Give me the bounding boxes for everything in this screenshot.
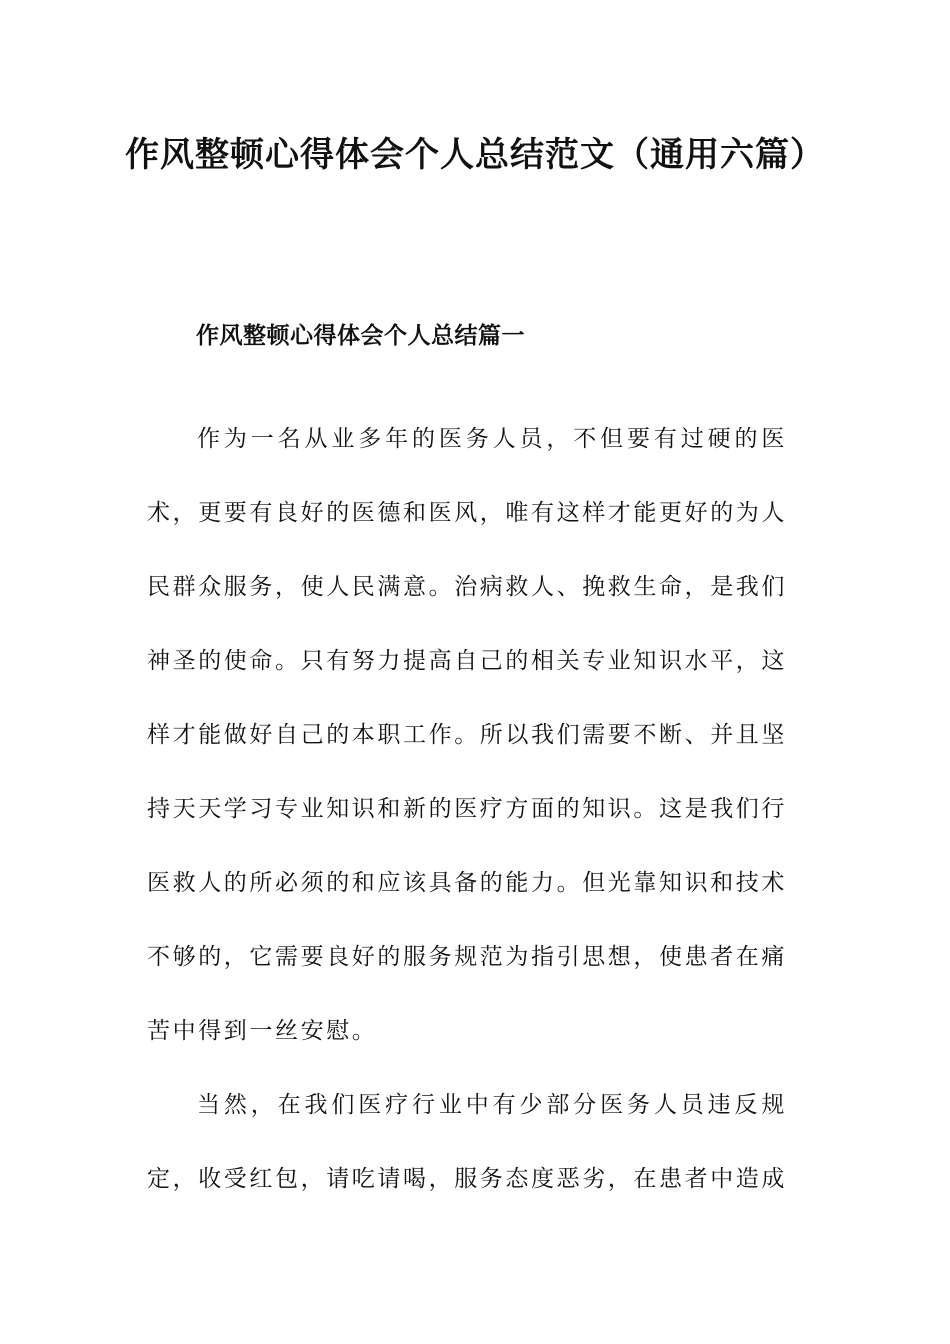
paragraph-1: 作为一名从业多年的医务人员，不但要有过硬的医术，更要有良好的医德和医风，唯有这样才能更好的为人民群众服务，使人民满意。治病救人、挽救生命，是我们神圣的使命。只有努力提高自己的相关专业知识水平，这样才能做好自己的本职工作。所以我们需要不断、并且坚持天天学习专业知识和新的医疗方面的知识。这是我们行医救人的所必须的和应该具备的能力。但光靠知识和技术不够的，它需要良好的服务规范为指引思想，使患者在痛苦中得到一丝安慰。 — [147, 426, 787, 1044]
paragraph-2: 当然，在我们医疗行业中有少部分医务人员违反规定，收受红包，请吃请喝，服务态度恶劣，在患者中造成 — [147, 1092, 787, 1192]
document-title: 作风整顿心得体会个人总结范文（通用六篇） — [125, 135, 825, 175]
section-heading: 作风整顿心得体会个人总结篇一 — [196, 323, 525, 349]
body-text — [147, 402, 787, 1216]
